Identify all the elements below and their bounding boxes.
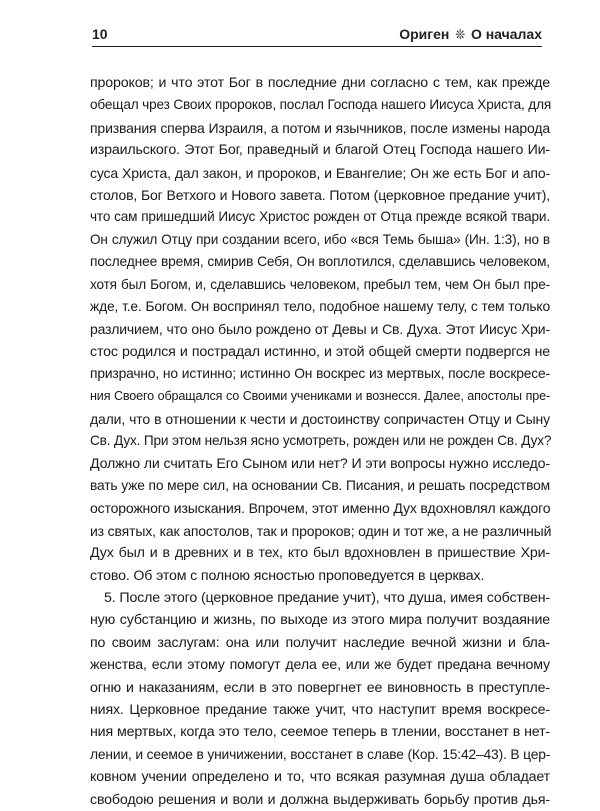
running-title-author: Ориген	[399, 26, 450, 42]
running-header	[92, 24, 542, 46]
text-line: вать уже по мере сил, на основании Св. Писания, и решать посредством	[90, 478, 550, 494]
text-line: по своим заслугам: она или получит наследие вечной жизни и бла-	[90, 634, 550, 651]
text-line: стос родился и пострадал истинно, и этой общей смерти подвергся не	[90, 343, 550, 360]
ornament-icon: ❊	[455, 27, 466, 42]
text-line: ную субстанцию и жизнь, по выходе из этого мира получит воздаяние	[90, 612, 550, 629]
text-line: Св. Дух. При этом нельзя ясно усмотреть, рожден или не рожден Св. Дух?	[90, 433, 552, 449]
text-line: из святых, как апостолов, так и пророков; один и тот же, а не различный	[90, 522, 552, 539]
text-line: что сам пришедший Иисус Христос рожден от Отца прежде всякой твари.	[90, 209, 550, 225]
text-line: обещал чрез Своих пророков, послал Господа нашего Иисуса Христа, для	[90, 97, 552, 113]
text-line: призрачно, но истинно; истинно Он воскрес из мертвых, после воскресе-	[90, 366, 550, 382]
running-title-work: О началах	[470, 26, 542, 42]
text-line: лении, и сеемое в уничижении, восстанет в славе (Кор. 15:42–43). В цер-	[90, 746, 551, 762]
text-line: суса Христа, дал закон, и пророков, и Евангелие; Он же есть Бог и апо-	[90, 164, 550, 181]
text-line: ния мертвых, когда это тело, сеемое теперь в тлении, восстанет в нет-	[90, 724, 550, 741]
text-line: израильского. Этот Бог, праведный и благой Отец Господа нашего Ии-	[90, 142, 550, 159]
text-line: женства, если этому помогут дела ее, или же будет предана вечному	[90, 657, 550, 674]
paragraph-start-line: 5. После этого (церковное предание учит), что душа, имея собствен-	[104, 589, 550, 606]
text-line: Должно ли считать Его Сыном или нет? И эти вопросы нужно исследо-	[90, 455, 550, 472]
text-line: Дух был и в древних и в тех, кто был вдохновлен в пришествие Хри-	[90, 545, 550, 562]
text-line: призвания сперва Израиля, а потом и язычников, после измены народа	[90, 119, 550, 136]
text-line: дали, что в отношении к чести и достоинству сопричастен Отцу и Сыну	[90, 410, 550, 427]
text-line: различием, что оно было рождено от Девы и Св. Духа. Этот Иисус Хри-	[90, 321, 550, 338]
text-line: Он служил Отцу при создании всего, ибо «вся Темь быша» (Ин. 1:3), но в	[90, 231, 550, 247]
text-line: столов, Бог Ветхого и Нового завета. Потом (церковное предание учит),	[90, 186, 550, 203]
text-line: ния Своего обращался со Своими учениками и вознесся. Далее, апостолы пре-	[90, 389, 550, 404]
text-line: свободою решения и воли и должна выдерживать борьбу против дья-	[90, 791, 550, 808]
text-line: осторожного изыскания. Впрочем, этот именно Дух вдохновлял каждого	[90, 500, 551, 517]
running-title	[399, 26, 542, 43]
page-number: 10	[92, 26, 108, 42]
text-line: ковном учении определено и то, что всякая разумная душа обладает	[90, 769, 550, 786]
text-line: стово. Об этом с полною ясностью проповедуется в церквах.	[90, 567, 485, 584]
text-line: жде, т.е. Богом. Он воспринял тело, подобное нашему телу, с тем только	[90, 298, 550, 314]
text-line: огню и наказаниям, если в это повергнет ее виновность в преступле-	[90, 679, 550, 696]
page-body	[90, 72, 550, 811]
text-line: ниях. Церковное предание также учит, что наступит время воскресе-	[90, 701, 550, 718]
text-line: последнее время, смирив Себя, Он воплотился, сделавшись человеком,	[90, 254, 550, 270]
header-rule	[92, 46, 542, 47]
text-line: пророков; и что этот Бог в последние дни согласно с тем, как прежде	[90, 75, 550, 91]
text-line: хотя был Богом, и, сделавшись человеком, пребыл тем, чем Он был пре-	[90, 276, 550, 292]
